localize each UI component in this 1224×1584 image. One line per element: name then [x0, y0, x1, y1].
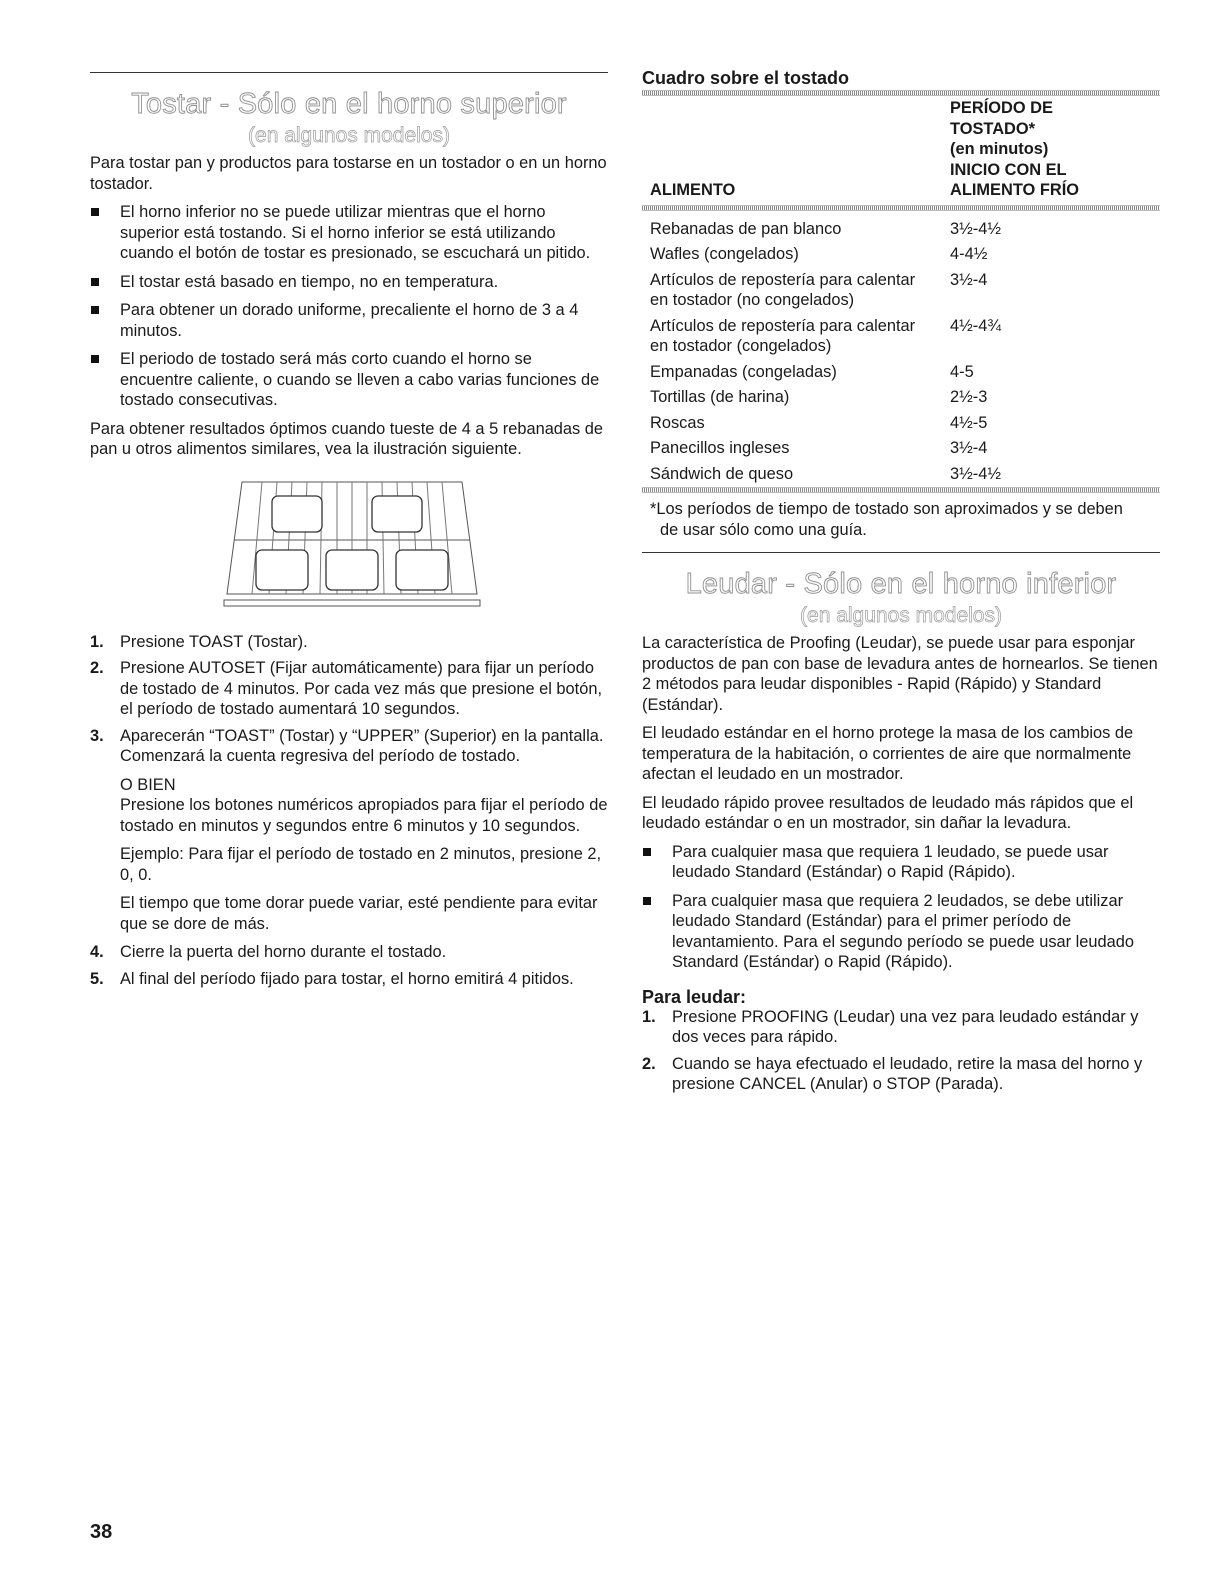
toast-section: [90, 72, 608, 995]
step-item: [642, 1007, 1160, 1048]
time-cell: 3½-4: [950, 439, 988, 457]
step-text: Aparecerán “TOAST” (Tostar) y “UPPER” (Superior) en la pantalla. Comenzará la cuenta regresiva del período de tostado.: [120, 726, 604, 765]
time-cell: 4½-5: [950, 413, 988, 432]
bullet-item: El periodo de tostado será más corto cuando el horno se encuentre caliente, o cuando se lleven a cabo varias funciones de tostado consecutivas.: [90, 349, 608, 411]
table-row: [642, 436, 1160, 462]
proof-paragraph: El leudado estándar en el horno protege la masa de los cambios de temperatura de la habitación, o corrientes de aire que normalmente afectan el leudado en un mostrador.: [642, 724, 1134, 783]
time-cell: 3½-4½: [950, 219, 1002, 238]
proof-howto-title: Para leudar:: [642, 986, 747, 1007]
proof-steps: [642, 1007, 1160, 1095]
bullet-item: El horno inferior no se puede utilizar mientras que el horno superior está tostando. Si el horno inferior se está utilizando cuando el botón de tostar es presionado, se escuchará un pitido.: [90, 202, 608, 264]
food-cell: Rebanadas de pan blanco: [650, 219, 842, 238]
food-cell: Empanadas (congeladas): [650, 362, 837, 381]
food-cell: Artículos de repostería para calentar en tostador (congelados): [650, 316, 916, 355]
bullet-item: El tostar está basado en tiempo, no en temperatura.: [90, 272, 608, 293]
step-text: Cuando se haya efectuado el leudado, retire la masa del horno y presione CANCEL (Anular) o STOP (Parada).: [672, 1054, 1143, 1093]
bread-slice: [326, 550, 378, 590]
header-line: (en minutos): [950, 140, 1049, 158]
header-line: INICIO CON EL: [950, 160, 1067, 179]
step-number: 4.: [90, 943, 104, 961]
bullet-item: Para cualquier masa que requiera 1 leudado, se puede usar leudado Standard (Estándar) o Rapid (Rápido).: [642, 842, 1160, 883]
step-number: 1.: [90, 632, 104, 651]
step-number: 5.: [90, 969, 104, 988]
step-number: 3.: [90, 726, 104, 745]
step-item: [90, 658, 608, 720]
time-cell: 4-4½: [950, 245, 988, 263]
toast-steps: [90, 632, 608, 990]
food-cell: Artículos de repostería para calentar en tostador (no congelados): [650, 270, 916, 309]
step-text: Al final del período fijado para tostar, el horno emitirá 4 pitidos.: [120, 969, 574, 988]
header-line: TOSTADO*: [950, 119, 1035, 138]
dotted-rule: [642, 205, 1160, 211]
toast-title: Tostar - Sólo en el horno superior: [131, 88, 567, 120]
food-cell: Sándwich de queso: [650, 464, 794, 483]
proof-subtitle: (en algunos modelos): [800, 604, 1002, 627]
bread-slice: [396, 550, 448, 590]
food-cell: Panecillos ingleses: [650, 439, 790, 457]
right-column: [642, 68, 1160, 1101]
page-number: 38: [90, 1521, 113, 1543]
table-row: [642, 242, 1160, 268]
step-item: [90, 969, 608, 990]
step-text: Presione PROOFING (Leudar) una vez para leudado estándar y dos veces para rápido.: [672, 1007, 1139, 1046]
toast-results-text: Para obtener resultados óptimos cuando tueste de 4 a 5 rebanadas de pan u otros alimentos similares, vea la ilustración siguiente.: [90, 419, 604, 458]
table-row: [642, 462, 1160, 488]
food-cell: Wafles (congelados): [650, 245, 799, 263]
chart-footnote: [642, 499, 1160, 540]
step-number: 1.: [642, 1007, 656, 1026]
step-text: Presione AUTOSET (Fijar automáticamente) para fijar un período de tostado de 4 minutos. Por cada vez más que presione el botón, el período de tostado aumentará 10 segundos.: [120, 659, 603, 718]
toast-bullets: [90, 202, 608, 411]
col-header-time: [930, 96, 1160, 205]
toast-subtitle: (en algunos modelos): [248, 124, 450, 147]
chart-title: Cuadro sobre el tostado: [642, 68, 850, 88]
table-row: [642, 360, 1160, 386]
step-alt: Presione los botones numéricos apropiados para fijar el período de tostado en minutos y segundos entre 6 minutos y 10 segundos.: [120, 796, 608, 835]
footnote-line: *Los períodos de tiempo de tostado son aproximados y se deben: [650, 500, 1123, 518]
step-note: El tiempo que tome dorar puede variar, esté pendiente para evitar que se dore de más.: [120, 894, 598, 933]
proof-title: Leudar - Sólo en el horno inferior: [685, 568, 1117, 600]
section-rule: [90, 72, 608, 73]
time-cell: 3½-4: [950, 270, 988, 289]
rack-base: [224, 600, 480, 606]
step-item: [642, 1054, 1160, 1095]
table-row: [642, 268, 1160, 314]
step-item: [90, 942, 608, 963]
bread-slice: [372, 496, 422, 532]
proof-bullets: [642, 842, 1160, 973]
bread-slice: [272, 496, 322, 532]
table-row: [642, 217, 1160, 243]
step-number: 2.: [90, 659, 104, 677]
table-row: [642, 411, 1160, 437]
toasting-chart-table: [642, 96, 1160, 487]
bullet-item: Para obtener un dorado uniforme, precaliente el horno de 3 a 4 minutos.: [90, 300, 608, 341]
proof-paragraph: El leudado rápido provee resultados de leudado más rápidos que el leudado estándar o en un mostrador, sin dañar la levadura.: [642, 793, 1134, 832]
toast-intro: Para tostar pan y productos para tostarse en un tostador o en un horno tostador.: [90, 154, 607, 193]
step-example: Ejemplo: Para fijar el período de tostado en 2 minutos, presione 2, 0, 0.: [120, 845, 602, 884]
step-item: [90, 632, 608, 653]
proof-paragraph: La característica de Proofing (Leudar), se puede usar para esponjar productos de pan con base de levadura antes de hornearlos. Se tienen 2 métodos para leudar disponibles - Rapid (Rápido) y Standard (Estándar).: [642, 634, 1158, 714]
step-number: 2.: [642, 1054, 656, 1073]
footnote-line: de usar sólo como una guía.: [660, 520, 867, 539]
bread-slice: [256, 550, 308, 590]
step-item: [90, 726, 608, 935]
food-cell: Roscas: [650, 413, 705, 432]
col-header-food: ALIMENTO: [650, 181, 736, 199]
oven-rack-illustration: [222, 474, 482, 614]
table-row: [642, 314, 1160, 360]
section-rule: [642, 552, 1160, 553]
header-line: ALIMENTO FRÍO: [950, 181, 1079, 199]
step-text: Cierre la puerta del horno durante el tostado.: [120, 943, 447, 961]
step-or: O BIEN: [120, 775, 176, 794]
table-header-row: [642, 96, 1160, 205]
food-cell: Tortillas (de harina): [650, 388, 790, 406]
bullet-item: Para cualquier masa que requiera 2 leudados, se debe utilizar leudado Standard (Estándar) para el primer período de levantamiento. Para el segundo período se puede usar leudado Standard (Estándar) o Rapid (Rápido).: [642, 891, 1160, 973]
step-text: Presione TOAST (Tostar).: [120, 632, 308, 651]
time-cell: 3½-4½: [950, 464, 1002, 483]
dotted-rule: [642, 487, 1160, 493]
header-line: PERÍODO DE: [950, 99, 1053, 117]
table-row: [642, 385, 1160, 411]
time-cell: 4½-4¾: [950, 316, 1002, 335]
time-cell: 4-5: [950, 362, 974, 381]
time-cell: 2½-3: [950, 388, 988, 406]
